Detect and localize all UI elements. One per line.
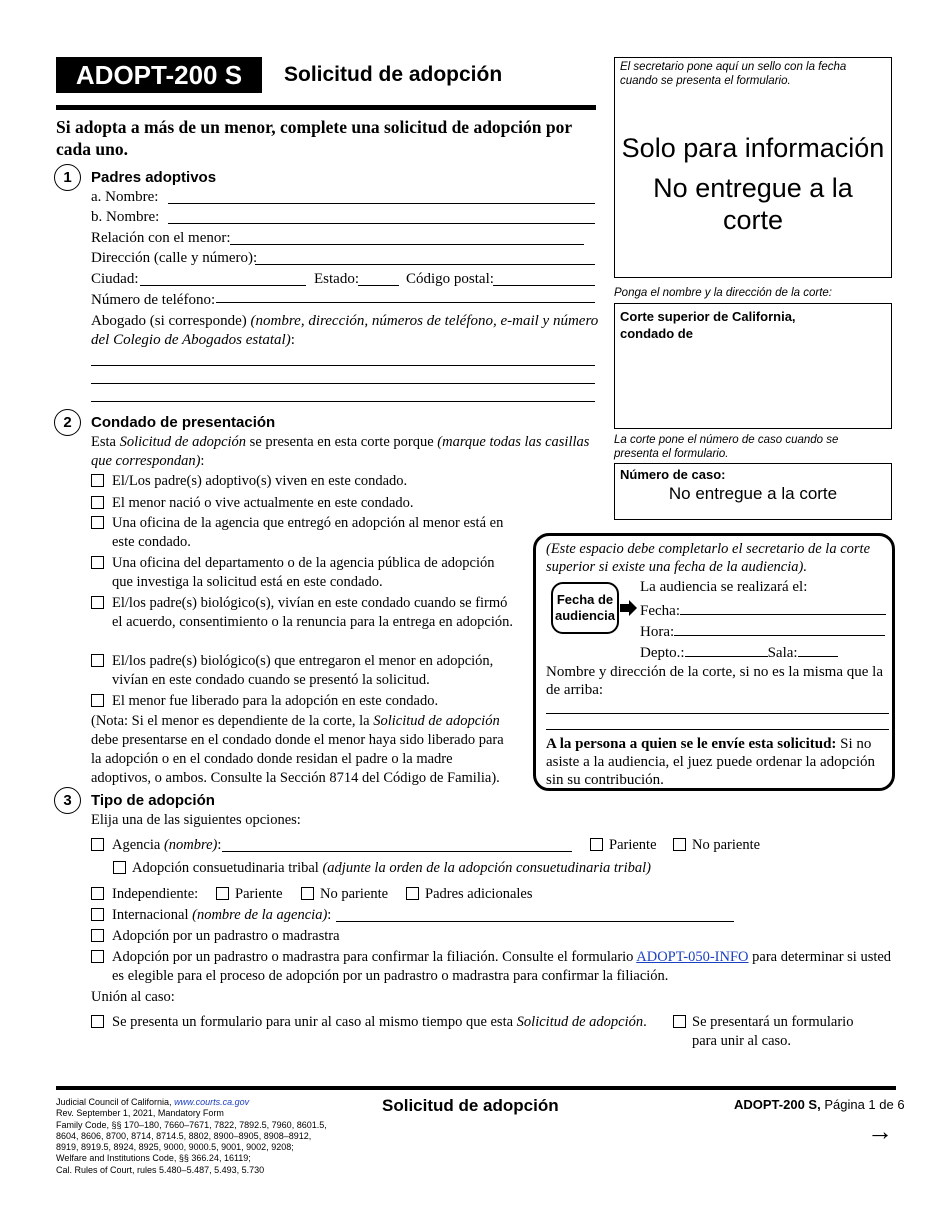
county-checkbox-5[interactable] [91, 596, 104, 609]
county-option-7: El menor fue liberado para la adopción en este condado. [112, 693, 439, 709]
info-only-label: Solo para información [621, 133, 885, 163]
s2-intro-a: Esta [91, 434, 120, 450]
attorney-line2[interactable] [91, 383, 595, 384]
tribal-checkbox[interactable] [113, 861, 126, 874]
footer-council: Judicial Council of California, [56, 1097, 175, 1107]
county-checkbox-1[interactable] [91, 474, 104, 487]
joinder-later-label: Se presentará un formulario para unir al caso. [692, 1014, 854, 1049]
attorney-text: Abogado (si corresponde) [91, 313, 251, 329]
footer-citations [56, 1097, 327, 1176]
form-id-badge [56, 57, 262, 93]
international-agency-field[interactable] [336, 921, 734, 922]
hearing-warning [546, 735, 891, 789]
phone-label: Número de teléfono: [91, 292, 216, 308]
adopt-050-info-link[interactable]: ADOPT-050-INFO [636, 949, 749, 965]
hearing-note: (Este espacio debe completarlo el secretario de la corte superior si existe una fecha de la audiencia). [546, 541, 871, 575]
hearing-badge-text: Fecha de audiencia [555, 592, 615, 623]
section-3-number: 3 [54, 787, 81, 814]
clerk-note: El secretario pone aquí un sello con la fecha cuando se presenta el formulario. [620, 61, 847, 87]
hearing-warning-bold: A la persona a quien se le envíe esta solicitud: [546, 736, 837, 752]
agency-name-field[interactable] [222, 851, 572, 852]
agency-colon: : [217, 837, 222, 853]
hearing-date-badge [551, 582, 619, 634]
zip-field[interactable] [493, 285, 595, 286]
international-label [112, 906, 331, 925]
footer-council-line [56, 1097, 327, 1108]
hearing-date-field[interactable] [680, 600, 886, 615]
section-1-title: Padres adoptivos [91, 169, 217, 186]
joinder-label: Unión al caso: [91, 989, 175, 1005]
tribal-text-italic: (adjunte la orden de la adopción consuetudinaria tribal) [322, 860, 651, 876]
attorney-colon: : [290, 332, 295, 348]
hearing-warning-text: Si no asiste a la audiencia, el juez puede ordenar la adopción sin su contribución. [546, 736, 876, 788]
stepparent-confirm-a: Adopción por un padrastro o madrastra para confirmar la filiación. Consulte el formulario [112, 949, 637, 965]
hearing-room-label: Sala: [767, 645, 798, 661]
court-name-line1: Corte superior de California, [620, 309, 796, 324]
hearing-time-row [640, 621, 885, 641]
header-rule [56, 105, 596, 110]
section-2-note [91, 712, 516, 788]
footer-form-id: ADOPT-200 S, [734, 1097, 821, 1112]
international-checkbox[interactable] [91, 908, 104, 921]
arrow-right-icon [620, 600, 638, 616]
footer-page-info [734, 1097, 905, 1112]
agency-label [112, 836, 221, 855]
international-colon: : [327, 907, 332, 923]
hearing-dept-field[interactable] [685, 642, 768, 657]
agency-relative-label: Pariente [609, 837, 657, 853]
footer-code5: Cal. Rules of Court, rules 5.480–5.487, 5.493, 5.730 [56, 1164, 265, 1175]
s2-note-b: debe presentarse en el condado donde el menor haya sido liberado para la adopción o en el condado donde residan el padre o la madre adoptivos, o ambos. Consulte la Sección 8714 del Código de Familia). [91, 732, 504, 786]
hearing-date-label: Fecha: [640, 603, 680, 619]
hearing-box [533, 533, 895, 791]
attorney-line1[interactable] [91, 365, 595, 366]
county-checkbox-2[interactable] [91, 496, 104, 509]
s2-intro-b: se presenta en esta corte porque [246, 434, 438, 450]
city-field[interactable] [140, 285, 306, 286]
independent-nonrelative-label: No pariente [320, 886, 389, 902]
county-option-5: El/los padre(s) biológico(s), vivían en este condado cuando se firmó el acuerdo, consentimiento o la renuncia para la entrega en adopción. [112, 595, 513, 630]
next-page-arrow-icon[interactable]: → [867, 1116, 893, 1146]
joinder-now-end: . [643, 1014, 647, 1030]
intro-text: Si adopta a más de un menor, complete una solicitud de adopción por cada uno. [56, 117, 572, 159]
agency-nonrelative-checkbox[interactable] [673, 838, 686, 851]
agency-relative-checkbox[interactable] [590, 838, 603, 851]
joinder-later-checkbox[interactable] [673, 1015, 686, 1028]
address-label: Dirección (calle y número): [91, 250, 258, 266]
city-label: Ciudad: [91, 271, 139, 287]
state-label: Estado: [314, 271, 359, 287]
section-1-number: 1 [54, 164, 81, 191]
joinder-now-italic: Solicitud de adopción [516, 1014, 644, 1030]
s2-note-it: Solicitud de adopción [373, 713, 500, 729]
footer-rule [56, 1086, 896, 1090]
agency-text: Agencia [112, 837, 164, 853]
county-option-2: El menor nació o vive actualmente en este condado. [112, 495, 414, 511]
tribal-label [132, 859, 651, 878]
form-id: ADOPT-200 S [75, 60, 243, 90]
case-number-box[interactable] [614, 463, 892, 520]
phone-field[interactable] [216, 302, 595, 303]
international-text: Internacional [112, 907, 193, 923]
section-3-title: Tipo de adopción [91, 792, 215, 809]
court-box[interactable] [614, 303, 892, 429]
joinder-now-a: Se presenta un formulario para unir al caso al mismo tiempo que esta [112, 1014, 517, 1030]
county-checkbox-3[interactable] [91, 516, 104, 529]
joinder-now-checkbox[interactable] [91, 1015, 104, 1028]
independent-additional-checkbox[interactable] [406, 887, 419, 900]
s2-intro-it2: (marque todas las casillas que correspondan) [91, 434, 590, 469]
s2-intro-it: Solicitud de adopción [119, 434, 247, 450]
hearing-dept-row [640, 642, 838, 662]
relation-field[interactable] [230, 244, 584, 245]
zip-label: Código postal: [406, 271, 494, 287]
county-option-1: El/Los padre(s) adoptivo(s) viven en este condado. [112, 473, 408, 489]
agency-text-italic: (nombre) [163, 837, 218, 853]
case-number-label: Número de caso: [620, 467, 726, 482]
independent-nonrelative-checkbox[interactable] [301, 887, 314, 900]
relation-label: Relación con el menor: [91, 230, 231, 246]
stepparent-label: Adopción por un padrastro o madrastra [112, 928, 340, 944]
hearing-time-field[interactable] [674, 621, 885, 636]
choose-one-label: Elija una de las siguientes opciones: [91, 812, 301, 828]
section-2-title: Condado de presentación [91, 414, 276, 431]
stepparent-checkbox[interactable] [91, 929, 104, 942]
attorney-label [91, 312, 601, 350]
form-title: Solicitud de adopción [284, 63, 503, 86]
section-2-intro [91, 433, 601, 471]
name-a-label: a. Nombre: [91, 189, 159, 205]
stepparent-confirm-label [112, 948, 897, 986]
hearing-date-row [640, 600, 886, 620]
footer-title: Solicitud de adopción [382, 1096, 559, 1115]
attorney-text-italic: (nombre, dirección, números de teléfono, e-mail y número del Colegio de Abogados estatal) [91, 313, 599, 348]
independent-relative-label: Pariente [235, 886, 283, 902]
joinder-now-label [112, 1013, 647, 1032]
independent-checkbox[interactable] [91, 887, 104, 900]
footer-code3: 8919, 8919.5, 8924, 8925, 9000, 9000.5, 9001, 9002, 9208; [56, 1142, 294, 1153]
county-option-3: Una oficina de la agencia que entregó en adopción al menor está en este condado. [112, 515, 504, 550]
stepparent-confirm-checkbox[interactable] [91, 950, 104, 963]
court-name-line2: condado de [620, 326, 693, 341]
hearing-court-name-label: Nombre y dirección de la corte, si no es la misma que la de arriba: [546, 664, 883, 698]
footer-code2: 8604, 8606, 8700, 8714, 8714.5, 8802, 8900–8905, 8908–8912, [56, 1130, 312, 1141]
section-2-number: 2 [54, 409, 81, 436]
s2-note-a: (Nota: Si el menor es dependiente de la corte, la [91, 713, 374, 729]
independent-label: Independiente: [112, 886, 199, 902]
state-field[interactable] [358, 285, 399, 286]
county-checkbox-4[interactable] [91, 556, 104, 569]
hearing-will-be: La audiencia se realizará el: [640, 579, 808, 595]
name-b-field[interactable] [168, 223, 595, 224]
agency-checkbox[interactable] [91, 838, 104, 851]
hearing-dept-label: Depto.: [640, 645, 685, 661]
court-box-label: Ponga el nombre y la dirección de la corte: [614, 287, 832, 299]
county-checkbox-6[interactable] [91, 654, 104, 667]
name-a-field[interactable] [168, 203, 595, 204]
hearing-time-label: Hora: [640, 624, 675, 640]
courts-website-link[interactable]: www.courts.ca.gov [174, 1097, 250, 1107]
adoptive-parent-b-row [91, 208, 159, 227]
footer-page-number: Página 1 de 6 [820, 1097, 905, 1112]
independent-relative-checkbox[interactable] [216, 887, 229, 900]
case-number-note: La corte pone el número de caso cuando se presenta el formulario. [614, 434, 839, 460]
clerk-stamp-box [614, 57, 892, 278]
stepparent-confirm-b: para determinar si usted es elegible para el proceso de adopción por un padrastro o madrastra para confirmar la filiación. [112, 949, 892, 984]
tribal-text: Adopción consuetudinaria tribal [132, 860, 323, 876]
county-option-4: Una oficina del departamento o de la agencia pública de adopción que investiga la solicitud está en este condado. [112, 555, 495, 590]
agency-nonrelative-label: No pariente [692, 837, 761, 853]
county-checkbox-7[interactable] [91, 694, 104, 707]
hearing-room-field[interactable] [798, 642, 838, 657]
footer-code1: Family Code, §§ 170–180, 7660–7671, 7822, 7892.5, 7960, 8601.5, [56, 1119, 327, 1130]
name-b-label: b. Nombre: [91, 209, 160, 225]
adoptive-parent-a-row [91, 188, 158, 207]
s2-intro-c: : [200, 453, 205, 469]
hearing-court-line2[interactable] [546, 729, 889, 730]
address-field[interactable] [255, 264, 595, 265]
hearing-court-line1[interactable] [546, 713, 889, 714]
do-not-file-label: No entregue a la corte [653, 173, 853, 235]
footer-code4: Welfare and Institutions Code, §§ 366.24, 16119; [56, 1153, 251, 1164]
international-text-italic: (nombre de la agencia) [192, 907, 328, 923]
independent-additional-label: Padres adicionales [425, 886, 533, 902]
case-number-value: No entregue a la corte [668, 484, 838, 503]
footer-rev: Rev. September 1, 2021, Mandatory Form [56, 1108, 224, 1119]
county-option-6: El/los padre(s) biológico(s) que entregaron el menor en adopción, vivían en este condado cuando se presentó la solicitud. [112, 653, 494, 688]
attorney-line3[interactable] [91, 401, 595, 402]
